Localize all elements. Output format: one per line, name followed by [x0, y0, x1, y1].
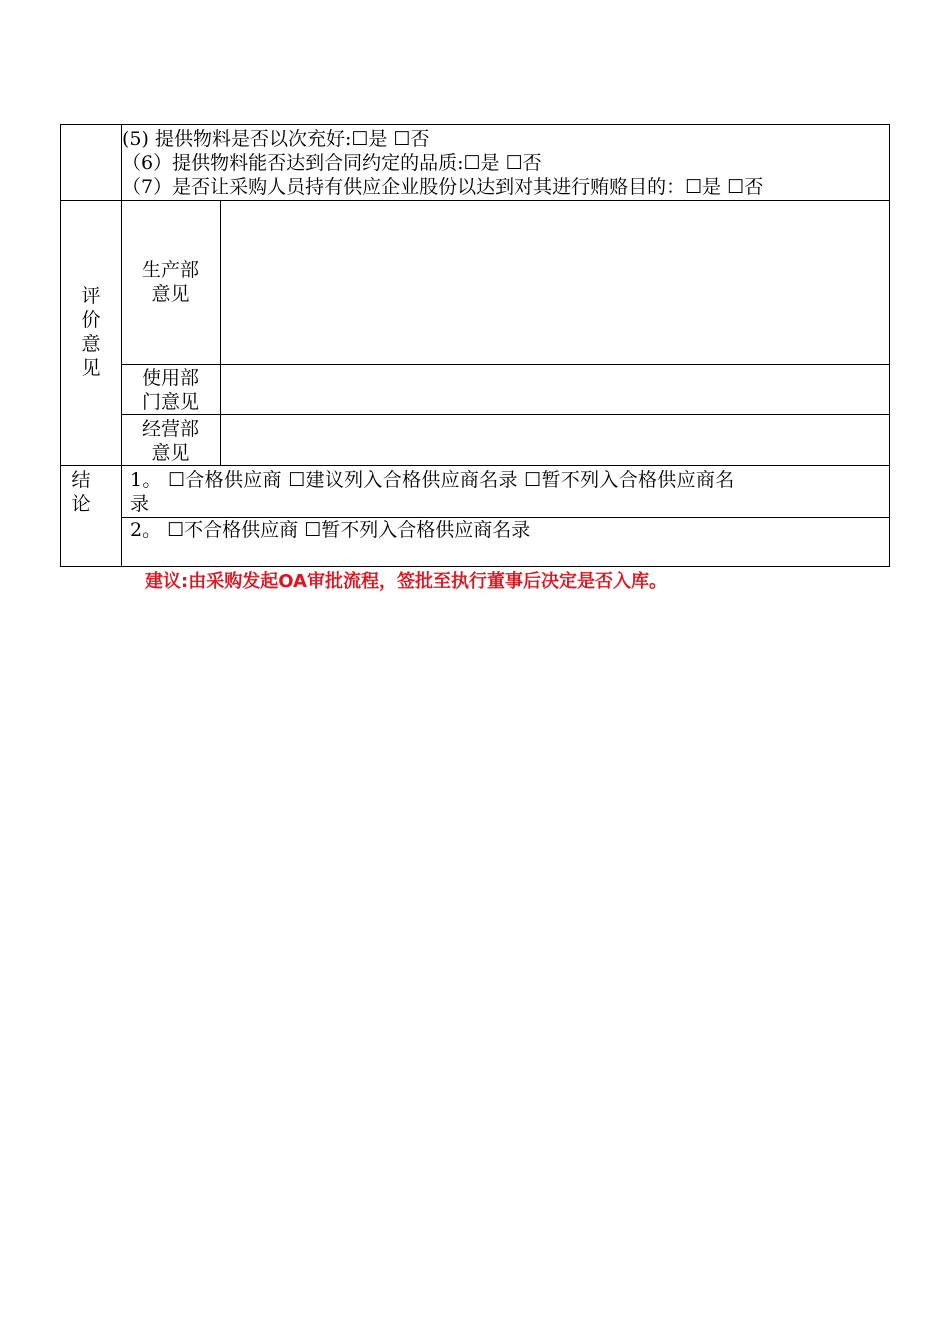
- evaluation-label: 评价意见: [81, 285, 101, 379]
- conclusion-option-1[interactable]: 1。 ☐合格供应商 ☐建议列入合格供应商名录 ☐暂不列入合格供应商名: [130, 469, 735, 491]
- dept-line: 使用部: [141, 367, 199, 389]
- question-7: （7）是否让采购人员持有供应企业股份以达到对其进行贿赂目的：☐是 ☐否: [122, 176, 764, 198]
- dept-operations-label: [121, 417, 220, 465]
- production-opinion-field[interactable]: [221, 201, 889, 363]
- question-6: （6）提供物料能否达到合同约定的品质:☐是 ☐否: [122, 152, 542, 174]
- dept-line: 生产部: [141, 259, 199, 281]
- dept-production-label: [121, 258, 220, 306]
- question-5: (5) 提供物料是否以次充好:☐是 ☐否: [122, 128, 430, 150]
- dept-line: 门意见: [141, 391, 199, 413]
- user-dept-opinion-field[interactable]: [221, 365, 889, 413]
- approval-note: 建议:由采购发起OA审批流程，签批至执行董事后决定是否入库。: [145, 571, 667, 592]
- conclusion-option-1-wrap: 录: [130, 493, 150, 515]
- dept-user-label: [121, 366, 220, 414]
- dept-line: 意见: [151, 283, 190, 305]
- conclusion-option-2[interactable]: 2。 ☐不合格供应商 ☐暂不列入合格供应商名录: [130, 519, 531, 541]
- conclusion-label: 结论: [71, 469, 91, 515]
- dept-line: 意见: [151, 442, 190, 464]
- dept-line: 经营部: [141, 418, 199, 440]
- operations-opinion-field[interactable]: [221, 415, 889, 464]
- row-divider: [60, 465, 890, 466]
